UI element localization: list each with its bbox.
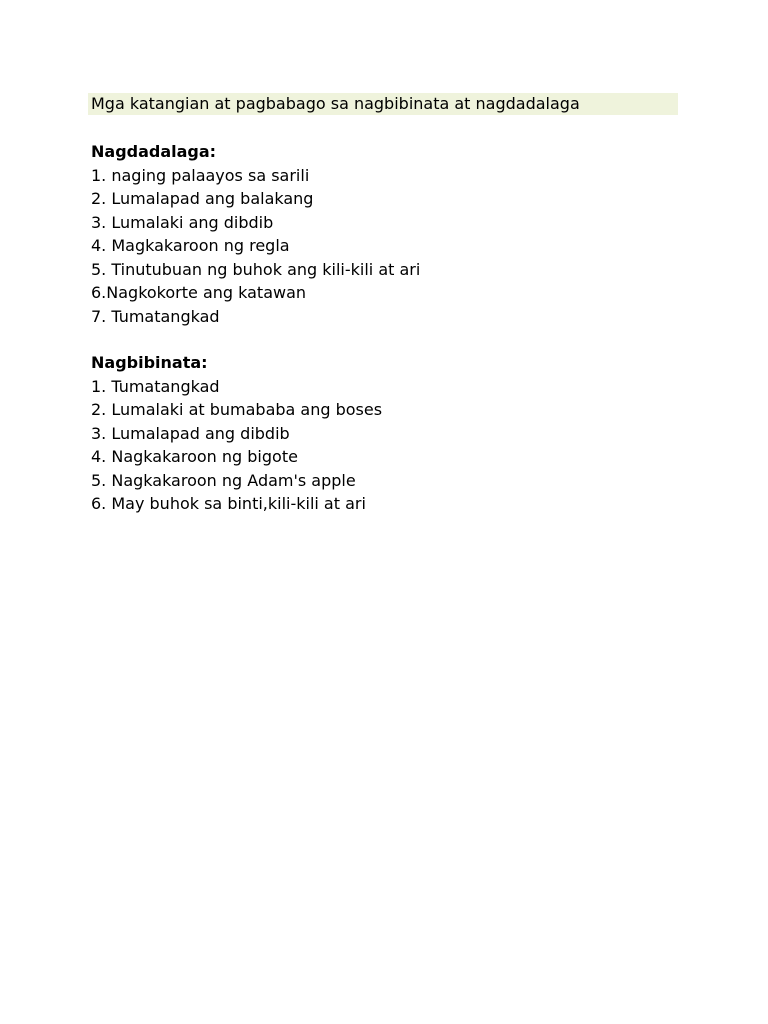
list-nagbibinata bbox=[91, 375, 382, 516]
list-item: 2. Lumalaki at bumababa ang boses bbox=[91, 400, 383, 419]
list-item: 7. Tumatangkad bbox=[91, 306, 220, 326]
title-highlight bbox=[88, 93, 678, 115]
list-nagdadalaga bbox=[91, 164, 420, 329]
list-item: 5. Nagkakaroon ng Adam's apple bbox=[91, 470, 356, 490]
list-item: 4. Magkakaroon ng regla bbox=[91, 236, 290, 255]
list-item: 3. Lumalapad ang dibdib bbox=[91, 423, 290, 443]
list-item: 5. Tinutubuan ng buhok ang kili-kili at ari bbox=[91, 259, 421, 279]
list-item: 2. Lumalapad ang balakang bbox=[91, 189, 314, 208]
section-nagbibinata bbox=[91, 351, 382, 516]
section-heading-nagdadalaga: Nagdadalaga: bbox=[91, 142, 217, 161]
list-item: 6.Nagkokorte ang katawan bbox=[91, 283, 307, 302]
list-item: 1. naging palaayos sa sarili bbox=[91, 165, 310, 185]
section-nagdadalaga bbox=[91, 140, 420, 328]
list-item: 3. Lumalaki ang dibdib bbox=[91, 212, 274, 232]
list-item: 4. Nagkakaroon ng bigote bbox=[91, 447, 298, 466]
list-item: 1. Tumatangkad bbox=[91, 376, 220, 396]
section-heading-nagbibinata: Nagbibinata: bbox=[91, 353, 208, 372]
document-title: Mga katangian at pagbabago sa nagbibinata at nagdadalaga bbox=[91, 94, 580, 113]
list-item: 6. May buhok sa binti,kili-kili at ari bbox=[91, 494, 366, 513]
